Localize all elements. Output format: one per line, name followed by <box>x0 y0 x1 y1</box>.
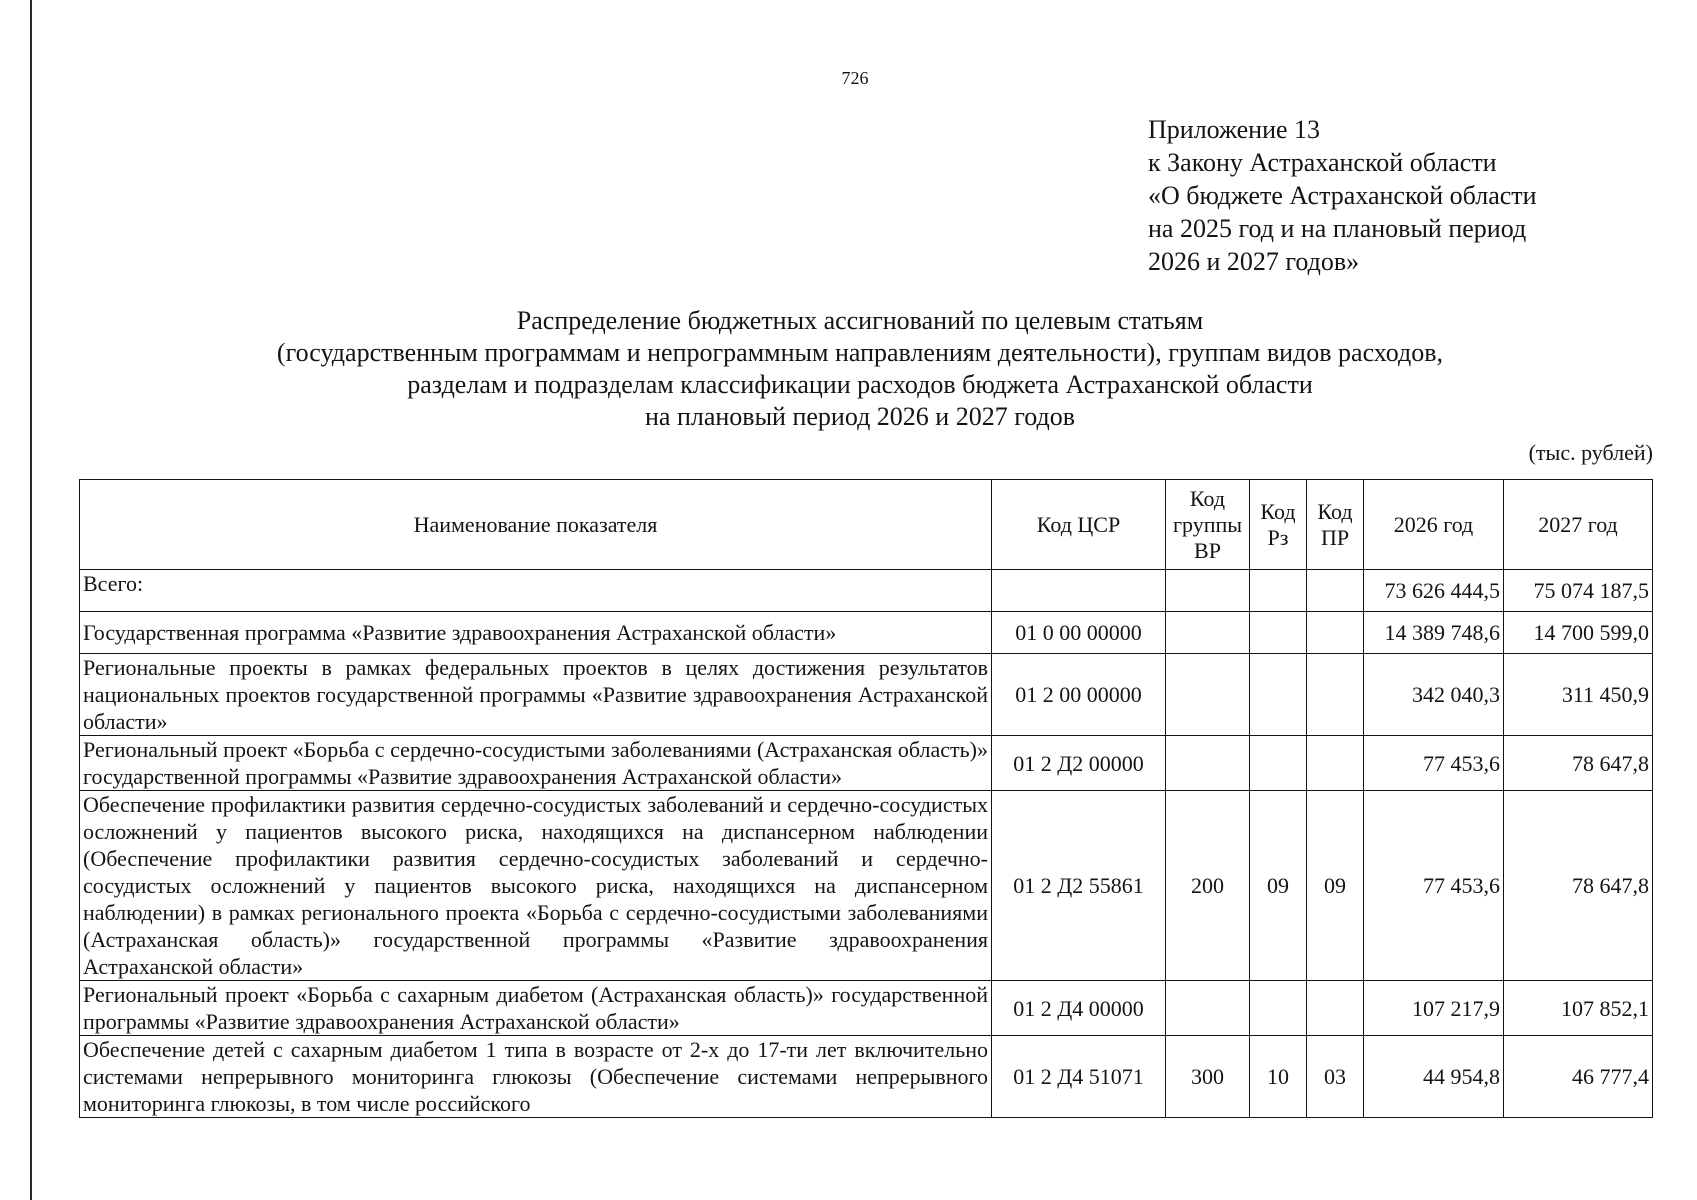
row-vr-code <box>1166 654 1250 736</box>
row-amount-2026: 77 453,6 <box>1364 791 1504 981</box>
row-rz-code: 10 <box>1250 1036 1307 1118</box>
row-amount-2027: 75 074 187,5 <box>1504 570 1653 612</box>
table-header-row <box>80 480 1653 570</box>
budget-table <box>79 479 1653 1118</box>
header-csr-code: Код ЦСР <box>992 480 1166 570</box>
row-amount-2027: 78 647,8 <box>1504 736 1653 791</box>
row-csr-code <box>992 570 1166 612</box>
title-line: Распределение бюджетных ассигнований по целевым статьям <box>516 306 1204 335</box>
page-number: 726 <box>841 68 869 88</box>
row-amount-2026: 73 626 444,5 <box>1364 570 1504 612</box>
table-row <box>80 981 1653 1036</box>
row-pr-code <box>1307 570 1364 612</box>
row-amount-2027: 107 852,1 <box>1504 981 1653 1036</box>
row-amount-2026: 77 453,6 <box>1364 736 1504 791</box>
table-row <box>80 612 1653 654</box>
table-row <box>80 570 1653 612</box>
table-row <box>80 1036 1653 1118</box>
row-rz-code <box>1250 654 1307 736</box>
row-csr-code: 01 2 Д4 00000 <box>992 981 1166 1036</box>
row-pr-code <box>1307 612 1364 654</box>
title-line: (государственным программам и непрограммным направлениям деятельности), группам видов расходов, <box>276 338 1444 367</box>
row-name: Государственная программа «Развитие здравоохранения Астраханской области» <box>80 612 992 654</box>
row-pr-code <box>1307 736 1364 791</box>
appendix-line: «О бюджете Астраханской области <box>1148 181 1537 210</box>
row-csr-code: 01 2 Д4 51071 <box>992 1036 1166 1118</box>
row-rz-code <box>1250 612 1307 654</box>
row-rz-code <box>1250 570 1307 612</box>
row-csr-code: 01 2 Д2 00000 <box>992 736 1166 791</box>
header-vr-code: Код группы ВР <box>1166 480 1250 570</box>
units-label: (тыс. рублей) <box>1528 440 1653 465</box>
header-year-2026: 2026 год <box>1364 480 1504 570</box>
row-name: Региональные проекты в рамках федеральных проектов в целях достижения результатов национальных проектов государственной программы «Развитие здравоохранения Астраханской области» <box>80 654 992 736</box>
appendix-line: к Закону Астраханской области <box>1148 148 1497 177</box>
row-amount-2027: 14 700 599,0 <box>1504 612 1653 654</box>
row-pr-code <box>1307 654 1364 736</box>
row-amount-2026: 44 954,8 <box>1364 1036 1504 1118</box>
title-line: на плановый период 2026 и 2027 годов <box>645 402 1075 431</box>
row-vr-code: 200 <box>1166 791 1250 981</box>
scan-edge-line <box>30 0 32 1200</box>
appendix-line: Приложение 13 <box>1148 115 1321 144</box>
row-pr-code <box>1307 981 1364 1036</box>
row-csr-code: 01 2 00 00000 <box>992 654 1166 736</box>
row-vr-code <box>1166 736 1250 791</box>
table-row <box>80 654 1653 736</box>
row-amount-2027: 46 777,4 <box>1504 1036 1653 1118</box>
row-pr-code: 03 <box>1307 1036 1364 1118</box>
row-amount-2027: 311 450,9 <box>1504 654 1653 736</box>
row-csr-code: 01 2 Д2 55861 <box>992 791 1166 981</box>
header-year-2027: 2027 год <box>1504 480 1653 570</box>
row-name: Всего: <box>80 570 992 612</box>
row-vr-code <box>1166 612 1250 654</box>
row-name: Региональный проект «Борьба с сердечно-сосудистыми заболеваниями (Астраханская область)» государственной программы «Развитие здравоохранения Астраханской области» <box>80 736 992 791</box>
title-line: разделам и подразделам классификации расходов бюджета Астраханской области <box>407 370 1313 399</box>
row-name: Региональный проект «Борьба с сахарным диабетом (Астраханская область)» государственной программы «Развитие здравоохранения Астраханской области» <box>80 981 992 1036</box>
header-rz-code: Код Рз <box>1250 480 1307 570</box>
row-csr-code: 01 0 00 00000 <box>992 612 1166 654</box>
row-vr-code <box>1166 570 1250 612</box>
row-amount-2026: 107 217,9 <box>1364 981 1504 1036</box>
row-name: Обеспечение профилактики развития сердечно-сосудистых заболеваний и сердечно-сосудистых осложнений у пациентов высокого риска, находящихся на диспансерном наблюдении (Обеспечение профилактики развития сердечно-сосудистых заболеваний и сердечно-сосудистых осложнений у пациентов высокого риска, находящихся на диспансерном наблюдении) в рамках регионального проекта «Борьба с сердечно-сосудистыми заболеваниями (Астраханская область)» государственной программы «Развитие здравоохранения Астраханской области» <box>80 791 992 981</box>
row-rz-code <box>1250 736 1307 791</box>
row-rz-code: 09 <box>1250 791 1307 981</box>
header-name: Наименование показателя <box>80 480 992 570</box>
table-row <box>80 736 1653 791</box>
row-vr-code: 300 <box>1166 1036 1250 1118</box>
appendix-line: на 2025 год и на плановый период <box>1148 214 1527 243</box>
row-rz-code <box>1250 981 1307 1036</box>
appendix-reference <box>1148 113 1668 278</box>
header-pr-code: Код ПР <box>1307 480 1364 570</box>
row-pr-code: 09 <box>1307 791 1364 981</box>
document-title <box>80 305 1640 433</box>
row-amount-2027: 78 647,8 <box>1504 791 1653 981</box>
row-vr-code <box>1166 981 1250 1036</box>
row-amount-2026: 342 040,3 <box>1364 654 1504 736</box>
appendix-line: 2026 и 2027 годов» <box>1148 247 1360 276</box>
row-name: Обеспечение детей с сахарным диабетом 1 типа в возрасте от 2-х до 17-ти лет включительно системами непрерывного мониторинга глюкозы (Обеспечение системами непрерывного мониторинга глюкозы, в том числе российского <box>80 1036 992 1118</box>
row-amount-2026: 14 389 748,6 <box>1364 612 1504 654</box>
table-row <box>80 791 1653 981</box>
